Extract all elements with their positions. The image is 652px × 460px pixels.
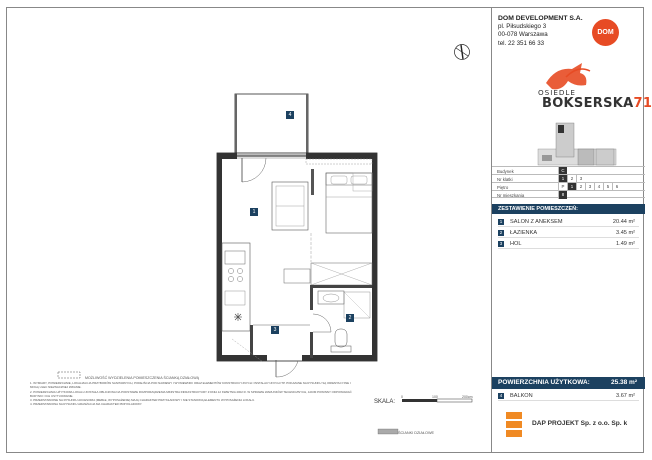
- plan-tag-4: 4: [286, 111, 294, 119]
- kitchen-counter: [222, 243, 250, 331]
- legend-swatch-wall-option: [58, 372, 80, 378]
- room-row: 2 ŁAZIENKA 3.45 m²: [498, 228, 639, 238]
- developer-phone: tel. 22 351 66 33: [498, 39, 545, 47]
- dap-logo-icon: [506, 412, 522, 438]
- note-1: 1. WYMIARY, POWIERZCHNIE, LOKALIZACJA PRZYBORÓW SANITARNYCH, PODEJŚCIA POD NAWIEWY I WYWIEWNIKI ORAZ ELEMENTÓW KONSTRUKCYJNYCH I INSTALACYJNYCH ITP. POKAZANE NA RYSUNKU SĄ ORIENTACYJNE I MOGĄ ULEC NIEZNACZNEJ ZMIANIE.: [30, 381, 351, 390]
- north-arrow-icon: [455, 45, 470, 60]
- scale-bar: [402, 399, 472, 402]
- dom-logo: DOM: [592, 19, 619, 46]
- footer-company: DAP PROJEKT Sp. z o.o. Sp. k: [532, 420, 628, 427]
- plan-tag-1: 1: [250, 208, 258, 216]
- usable-area-value: 25.38 m²: [610, 379, 637, 386]
- project-line2: BOKSERSKA71: [542, 96, 652, 111]
- note-3: 3. PRZEDSTAWIONE NA RYSUNKU AKCESORIA (MEBLE, WYPOSAŻENIE) MAJĄ CHARAKTER PRZYKŁADOWY I NIE STANOWIĄ ELEMENTU WYPOSAŻENIA LOKALU.: [30, 398, 256, 403]
- note-2: 2. POWIERZCHNIA UŻYTKOWA LOKALU ZOSTAŁA OBLICZONA NA PODSTAWIE ROZPORZĄDZENIA MINISTRA INFRASTRUKTURY Z DNIA 12 KWIETNIA 2002 R. W SPRAWIE WARUNKÓW TECHNICZNYCH, JAKIM POWINNY ODPOWIADAĆ BUDYNKI I ICH USYTUOWANIE.: [30, 389, 352, 398]
- developer-city: 00-078 Warszawa: [498, 31, 548, 39]
- developer-street: pl. Piłsudskiego 3: [498, 23, 547, 31]
- location-row-building: Budynek C: [492, 166, 645, 174]
- loc-cell: 2: [567, 175, 576, 183]
- balcony-outline: [235, 94, 308, 156]
- loc-cell: 1: [567, 183, 576, 191]
- left-wall: [217, 153, 222, 361]
- location-row-stair: Nr klatki 1 2 3: [492, 174, 645, 182]
- rooms-title: ZESTAWIENIE POMIESZCZEŃ:: [492, 204, 645, 214]
- notes-block: [30, 381, 360, 407]
- developer-name: DOM DEVELOPMENT S.A.: [498, 15, 583, 22]
- location-row-floor: Piętro P 1 2 3 4 5 6: [492, 182, 645, 190]
- scale-tick-100: 100: [432, 395, 438, 399]
- plan-tag-3: 3: [271, 326, 279, 334]
- developer-info: [498, 15, 583, 48]
- loc-cell: 4: [594, 183, 603, 191]
- loc-cell: 1: [558, 175, 567, 183]
- loc-cell: 3: [585, 183, 594, 191]
- plan-tag-2: 2: [346, 314, 354, 322]
- loc-cell: 2: [576, 183, 585, 191]
- toilet: [335, 329, 347, 347]
- balcony-row: 4 BALKON 3.67 m²: [498, 391, 639, 401]
- info-panel: [491, 7, 652, 453]
- location-row-apartment: Nr mieszkania 8: [492, 190, 645, 198]
- ventilation-icon: [234, 313, 242, 321]
- right-wall: [372, 153, 377, 361]
- table: [284, 269, 310, 283]
- legend-partition: ŚCIANKI DZIAŁOWE: [398, 431, 435, 435]
- legend-wall-option: MOŻLIWOŚĆ WYDZIELENIA POMIESZCZENIA ŚCIANKĄ DZIAŁOWĄ: [85, 376, 200, 380]
- project-line1: OSIEDLE: [538, 88, 576, 97]
- loc-cell: 6: [612, 183, 621, 191]
- usable-area-title: POWIERZCHNIA UŻYTKOWA: 25.38 m²: [492, 377, 645, 389]
- scale-tick-0: 0: [401, 395, 403, 399]
- bed: [326, 173, 372, 233]
- loc-cell: 3: [576, 175, 585, 183]
- loc-cell: 5: [603, 183, 612, 191]
- scale-tick-200: 200cm: [462, 395, 473, 399]
- note-4: 4. PRZEDSTAWIONA NA RYSUNKU ARANŻACJA MA CHARAKTER PRZYKŁADOWY.: [30, 402, 143, 407]
- loc-cell: 8: [558, 191, 567, 199]
- room-row: 1 SALON Z ANEKSEM 20.44 m²: [498, 217, 639, 227]
- room-row: 3 HOL 1.49 m²: [498, 239, 639, 249]
- loc-cell: C: [558, 167, 567, 175]
- legend-swatch-partition: [378, 429, 398, 434]
- loc-cell: P: [558, 183, 567, 191]
- scale-label: SKALA:: [374, 399, 396, 405]
